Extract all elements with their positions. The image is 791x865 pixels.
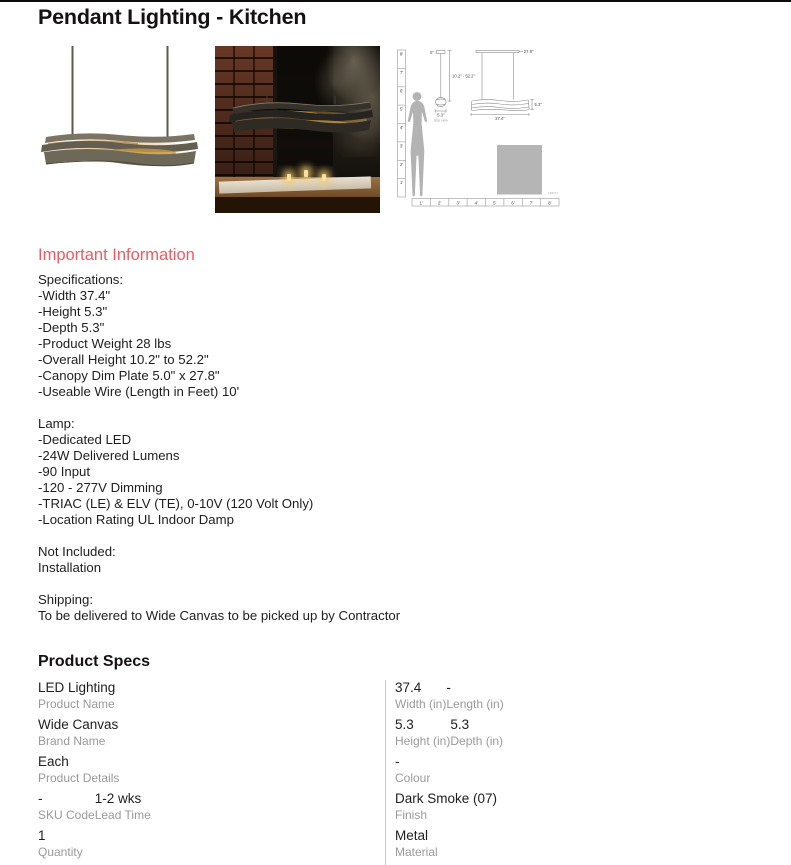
spec-label: Finish: [395, 808, 428, 822]
info-line: -Dedicated LED: [38, 432, 132, 447]
svg-text:2': 2': [437, 200, 442, 206]
spec-value: 5.3: [450, 717, 470, 732]
spec-label: Colour: [395, 771, 431, 785]
info-line: -Overall Height 10.2" to 52.2": [38, 352, 209, 367]
pendant-product-illustration: [38, 46, 201, 213]
svg-text:37.4": 37.4": [495, 116, 505, 121]
info-line: -Useable Wire (Length in Feet) 10': [38, 384, 240, 399]
spec-cell: [446, 680, 503, 711]
info-line: -120 - 277V Dimming: [38, 480, 163, 495]
table-scene: [215, 157, 380, 213]
spec-cell: [38, 791, 95, 822]
info-line: Specifications:: [38, 272, 124, 287]
spec-value: 5.3: [395, 717, 414, 732]
spec-value: LED Lighting: [38, 680, 116, 695]
info-line: To be delivered to Wide Canvas to be picked up by Contractor: [38, 608, 401, 623]
table-block: [497, 145, 542, 195]
spec-row: [38, 754, 385, 785]
svg-text:4': 4': [399, 125, 404, 130]
svg-text:SIDE VIEW: SIDE VIEW: [433, 118, 449, 123]
spec-cell: [450, 717, 503, 748]
svg-text:10.2" - 52.2": 10.2" - 52.2": [452, 73, 475, 79]
spec-cell: [38, 754, 119, 785]
important-information-section: [38, 246, 678, 640]
spec-row: [38, 680, 385, 711]
spec-cell: [395, 791, 497, 822]
spec-row: [395, 791, 791, 822]
svg-text:27.8": 27.8": [523, 49, 534, 55]
dimension-diagram-drawing: [394, 46, 565, 213]
svg-text:5': 5': [399, 106, 404, 112]
info-paragraph: [38, 416, 678, 528]
spec-value: -: [38, 791, 43, 806]
specs-left-column: [38, 680, 385, 865]
product-specs-heading: Product Specs: [38, 653, 151, 670]
info-line: -Location Rating UL Indoor Damp: [38, 512, 234, 527]
svg-text:5': 5': [493, 200, 497, 206]
lifestyle-photo: [215, 46, 380, 213]
spec-label: Brand Name: [38, 734, 106, 748]
info-line: Installation: [38, 560, 102, 575]
pendant-fixture-illustration: [227, 96, 375, 138]
svg-text:139727: 139727: [547, 191, 558, 195]
spec-label: Width (in): [395, 697, 447, 711]
spec-value: 37.4: [395, 680, 422, 695]
spec-label: Quantity: [38, 845, 83, 859]
info-paragraph: [38, 544, 678, 576]
spec-value: -: [446, 680, 451, 695]
spec-cell: [95, 791, 151, 822]
info-line: -Depth 5.3": [38, 320, 105, 335]
spec-row: [38, 717, 385, 748]
spec-row: [395, 754, 791, 785]
specs-right-column: [385, 680, 791, 865]
important-information-heading: Important Information: [38, 246, 195, 264]
svg-text:3': 3': [399, 143, 404, 149]
spec-label: SKU Code: [38, 808, 95, 822]
spec-cell: [38, 717, 118, 748]
svg-text:7': 7': [399, 69, 404, 75]
spec-cell: [395, 828, 438, 859]
spec-value: 1: [38, 828, 46, 843]
product-photo: [38, 46, 201, 213]
spec-cell: [395, 754, 430, 785]
info-line: Shipping:: [38, 592, 93, 607]
info-line: -Height 5.3": [38, 304, 108, 319]
spec-cell: [395, 717, 450, 748]
dimension-diagram: [394, 46, 565, 213]
svg-text:5.3": 5.3": [437, 112, 445, 118]
svg-text:6': 6': [399, 88, 404, 94]
spec-value: Dark Smoke (07): [395, 791, 498, 806]
svg-text:4': 4': [474, 200, 478, 206]
spec-value: Each: [38, 754, 69, 769]
human-silhouette: [408, 92, 427, 196]
svg-text:5": 5": [430, 50, 434, 56]
info-paragraph: [38, 592, 678, 624]
svg-text:5.3": 5.3": [534, 102, 542, 107]
side-view-drawing: [436, 51, 452, 113]
image-gallery: [38, 46, 768, 213]
spec-cell: [38, 828, 83, 859]
info-line: Not Included:: [38, 544, 116, 559]
svg-text:7': 7': [529, 200, 534, 206]
info-line: -Width 37.4": [38, 288, 111, 303]
svg-text:8': 8': [548, 200, 552, 206]
spec-row: [38, 791, 385, 822]
info-line: -Product Weight 28 lbs: [38, 336, 172, 351]
svg-text:1': 1': [399, 180, 404, 186]
spec-cell: [395, 680, 446, 711]
svg-text:3': 3': [456, 200, 460, 206]
spec-label: Product Details: [38, 771, 120, 785]
spec-label: Height (in): [395, 734, 451, 748]
info-line: -TRIAC (LE) & ELV (TE), 0-10V (120 Volt Only): [38, 496, 314, 511]
candle: [322, 174, 326, 181]
svg-text:8': 8': [399, 51, 404, 57]
spec-label: Depth (in): [450, 734, 504, 748]
spec-value: -: [395, 754, 400, 769]
candle: [287, 174, 291, 181]
spec-value: Wide Canvas: [38, 717, 119, 732]
spec-label: Length (in): [446, 697, 504, 711]
svg-text:1': 1': [419, 200, 423, 206]
spec-label: Product Name: [38, 697, 115, 711]
spec-value: 1-2 wks: [94, 791, 142, 806]
page-title: Pendant Lighting - Kitchen: [38, 5, 307, 29]
product-specs-grid: [38, 680, 791, 865]
spec-row: [395, 828, 791, 859]
info-line: -90 Input: [38, 464, 91, 479]
bottom-ruler: [412, 199, 559, 207]
spec-value: Metal: [395, 828, 429, 843]
table-front: [215, 197, 380, 213]
info-paragraphs: [38, 272, 678, 624]
spec-row: [395, 680, 791, 711]
spec-label: Material: [395, 845, 438, 859]
spec-row: [38, 828, 385, 859]
svg-text:6': 6': [511, 200, 515, 206]
candle: [304, 170, 308, 177]
spec-cell: [38, 680, 115, 711]
spec-row: [395, 717, 791, 748]
info-line: Lamp:: [38, 416, 75, 431]
info-line: -Canopy Dim Plate 5.0" x 27.8": [38, 368, 220, 383]
front-view-drawing: [471, 51, 534, 117]
product-specs-section: [38, 653, 791, 865]
spec-label: Lead Time: [94, 808, 151, 822]
info-paragraph: [38, 272, 678, 400]
svg-text:2': 2': [399, 161, 404, 167]
info-line: -24W Delivered Lumens: [38, 448, 180, 463]
